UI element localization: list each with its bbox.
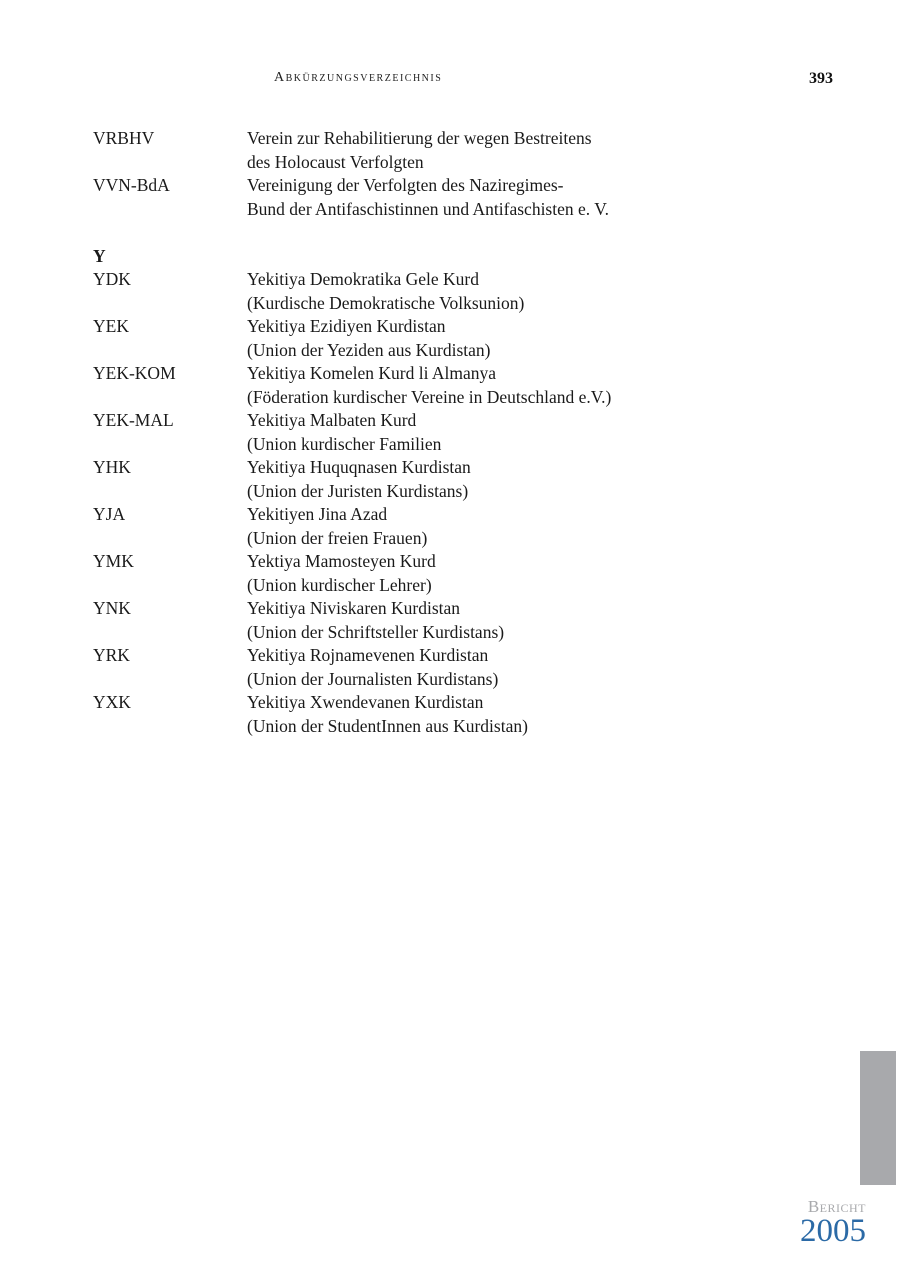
expansion-line: Yekitiya Malbaten Kurd [247, 410, 417, 430]
expansion-line: Yekitiya Demokratika Gele Kurd [247, 269, 479, 289]
abbreviation: YEK [93, 316, 129, 336]
expansion-line: (Kurdische Demokratische Volksunion) [247, 292, 525, 313]
list-item [93, 174, 713, 221]
abbreviation: YEK-KOM [93, 363, 176, 383]
expansion-line: (Union der Juristen Kurdistans) [247, 480, 469, 501]
thumb-index-tab [860, 1051, 896, 1185]
expansion-line: (Union der freien Frauen) [247, 527, 428, 548]
abbreviation: YMK [93, 551, 134, 571]
expansion-line: (Union der Yeziden aus Kurdistan) [247, 339, 491, 360]
expansion [247, 315, 713, 362]
expansion [247, 127, 713, 174]
abbreviation: VVN-BdA [93, 175, 170, 195]
expansion-line: Verein zur Rehabilitierung der wegen Bestreitens [247, 128, 592, 148]
section-y [93, 245, 713, 739]
expansion-line: (Union der Journalisten Kurdistans) [247, 668, 499, 689]
abbreviation: YNK [93, 598, 131, 618]
expansion-line: Yekitiya Rojnamevenen Kurdistan [247, 645, 489, 665]
brand-word: Bericht [807, 1197, 866, 1216]
abbreviation: YEK-MAL [93, 410, 174, 430]
brand-year: 2005 [800, 1213, 866, 1249]
expansion-line: des Holocaust Verfolgten [247, 151, 424, 172]
expansion [247, 362, 713, 409]
expansion [247, 268, 713, 315]
expansion-line: (Union der StudentInnen aus Kurdistan) [247, 715, 528, 736]
page-number: 393 [809, 70, 833, 87]
expansion [247, 550, 713, 597]
expansion [247, 691, 713, 738]
list-item [93, 456, 713, 503]
running-head: Abkürzungsverzeichnis [274, 70, 443, 85]
expansion-line: Yekitiyen Jina Azad [247, 504, 388, 524]
entries-v [93, 127, 713, 221]
abbreviation: YRK [93, 645, 130, 665]
list-item [93, 315, 713, 362]
expansion [247, 174, 713, 221]
abbreviation: VRBHV [93, 128, 155, 148]
expansion [247, 503, 713, 550]
abbreviation: YHK [93, 457, 131, 477]
expansion-line: Yekitiya Niviskaren Kurdistan [247, 598, 461, 618]
expansion-line: Yektiya Mamosteyen Kurd [247, 551, 436, 571]
expansion-line: Vereinigung der Verfolgten des Naziregimes- [247, 175, 564, 195]
expansion-line: (Union der Schriftsteller Kurdistans) [247, 621, 505, 642]
list-item [93, 691, 713, 738]
list-item [93, 597, 713, 644]
expansion [247, 409, 713, 456]
section-spacer [93, 221, 713, 245]
expansion-line: (Föderation kurdischer Vereine in Deutschland e.V.) [247, 386, 612, 407]
report-branding [800, 1197, 866, 1249]
abbreviation: YJA [93, 504, 126, 524]
expansion [247, 597, 713, 644]
expansion-line: Yekitiya Komelen Kurd li Almanya [247, 363, 497, 383]
list-item [93, 362, 713, 409]
abbreviation: YDK [93, 269, 131, 289]
list-item [93, 644, 713, 691]
expansion-line: Yekitiya Xwendevanen Kurdistan [247, 692, 484, 712]
list-item [93, 268, 713, 315]
expansion-line: (Union kurdischer Lehrer) [247, 574, 432, 595]
abbreviation-list [93, 127, 713, 738]
list-item [93, 503, 713, 550]
list-item [93, 127, 713, 174]
expansion-line: Yekitiya Ezidiyen Kurdistan [247, 316, 446, 336]
expansion-line: Bund der Antifaschistinnen und Antifaschisten e. V. [247, 198, 609, 219]
expansion-line: Yekitiya Huquqnasen Kurdistan [247, 457, 471, 477]
list-item [93, 550, 713, 597]
abbreviation: YXK [93, 692, 131, 712]
expansion [247, 456, 713, 503]
list-item [93, 409, 713, 456]
expansion-line: (Union kurdischer Familien [247, 433, 442, 454]
expansion [247, 644, 713, 691]
section-letter: Y [93, 245, 106, 266]
